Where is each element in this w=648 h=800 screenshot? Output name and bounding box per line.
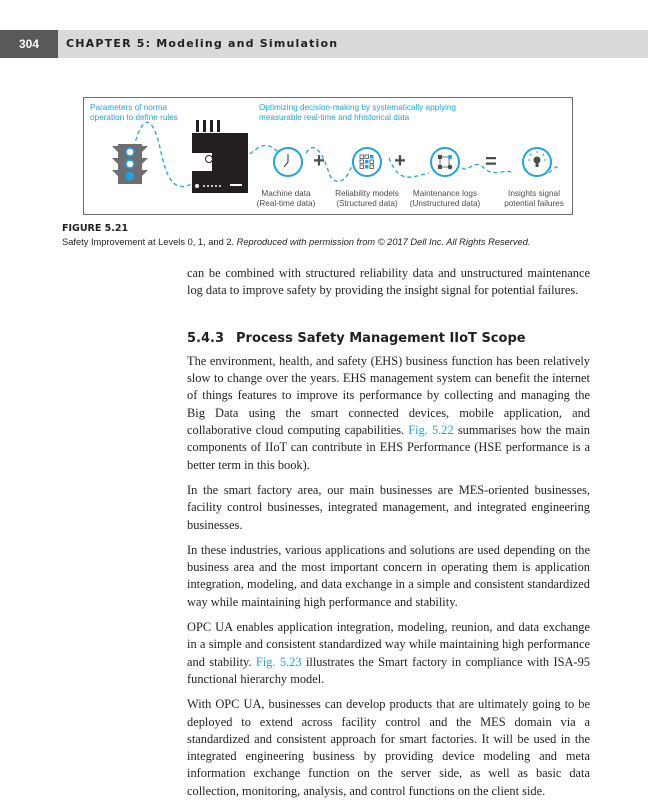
item-insights xyxy=(494,189,574,209)
grid-icon xyxy=(353,148,381,176)
section-title: Process Safety Management IIoT Scope xyxy=(236,330,526,346)
clock-icon xyxy=(274,148,302,176)
traffic-light-icon xyxy=(112,144,148,184)
caption-text: Safety Improvement at Levels 0, 1, and 2. xyxy=(62,237,237,247)
item-reliability-models xyxy=(327,189,407,209)
left-note-line: operation to define rules xyxy=(90,113,178,122)
item-sublabel: (Structured data) xyxy=(336,199,398,208)
gateway-device-icon xyxy=(192,120,248,193)
paragraph: In the smart factory area, our main businesses are MES-oriented businesses, facility control businesses, integrated management, and integrated engineering businesses. xyxy=(187,482,590,532)
left-note-line: Parameters of norma xyxy=(90,103,167,112)
network-icon xyxy=(431,148,459,176)
plus-operator: + xyxy=(313,150,325,172)
item-label: Machine data xyxy=(261,189,311,198)
body-text xyxy=(187,265,590,800)
text: summarises how the main components of IIoT can contribute in EHS Performance (HSE performance is a better term in this book). xyxy=(187,423,590,472)
paragraph: With OPC UA, businesses can develop products that are ultimately going to be deployed to extend across facility control and the MES domain via a standardized and consistent approach for smart factories. It will be used in the integrated engineering business by providing device modeling and meta information exchange function on the server side, as well as basic data collection, monitoring, analysis, and control functions on the client side. xyxy=(187,697,590,798)
item-label: Reliability models xyxy=(335,189,399,198)
figure-label: FIGURE 5.21 xyxy=(62,223,129,234)
text: illustrates the Smart factory in compliance with ISA-95 functional hierarchy model. xyxy=(187,654,590,686)
paragraph: can be combined with structured reliability data and unstructured maintenance log data to improve safety by providing the insight signal for potential failures. xyxy=(187,266,590,298)
item-label: Maintenance logs xyxy=(412,189,478,198)
figure-5-21 xyxy=(83,97,573,215)
running-header xyxy=(0,30,648,58)
item-maintenance-logs xyxy=(405,189,485,209)
item-sublabel: (Unstructured data) xyxy=(409,199,481,208)
item-label: Insights signal xyxy=(508,189,560,198)
lightbulb-icon xyxy=(523,148,551,176)
item-sublabel: potential failures xyxy=(504,199,564,208)
caption-credit: Reproduced with permission from © 2017 Dell Inc. All Rights Reserved. xyxy=(236,237,531,247)
section-number: 5.4.3 xyxy=(187,330,225,346)
top-note-line: measurable real-time and hhistorical data xyxy=(259,113,410,122)
item-sublabel: (Real-time data) xyxy=(256,199,316,208)
chapter-title: CHAPTER 5: Modeling and Simulation xyxy=(66,37,339,50)
text: OPC UA enables application integration, modeling, reunion, and data exchange in a simple and consistent standardized way while maintaining high performance and stability. xyxy=(187,620,590,669)
figure-caption xyxy=(62,237,530,247)
figure-link[interactable]: Fig. 5.23 xyxy=(255,654,302,669)
paragraph xyxy=(187,619,590,688)
top-note-line: Optimizing decision-making by systematically applying xyxy=(259,103,457,112)
paragraph xyxy=(187,353,590,474)
plus-operator: + xyxy=(394,150,406,172)
paragraph: In these industries, various applications and solutions are used depending on the business area and the most important concern in operating them is application integration, modeling, and data exchange in a simple and consistent standardized way while maintaining high performance and stability. xyxy=(187,542,590,609)
section-heading xyxy=(187,330,590,347)
text: The environment, health, and safety (EHS) business function has been relatively slow to change over the years. EHS management system can benefit the internet of things features to improve its performance by collecting and managing the Big Data using the smart connected devices, mobile application, and collaborative cloud computing capabilities. xyxy=(187,353,590,438)
figure-link[interactable]: Fig. 5.22 xyxy=(408,423,454,438)
item-machine-data xyxy=(246,189,326,209)
equals-operator: = xyxy=(485,151,497,173)
page-number: 304 xyxy=(0,30,58,58)
